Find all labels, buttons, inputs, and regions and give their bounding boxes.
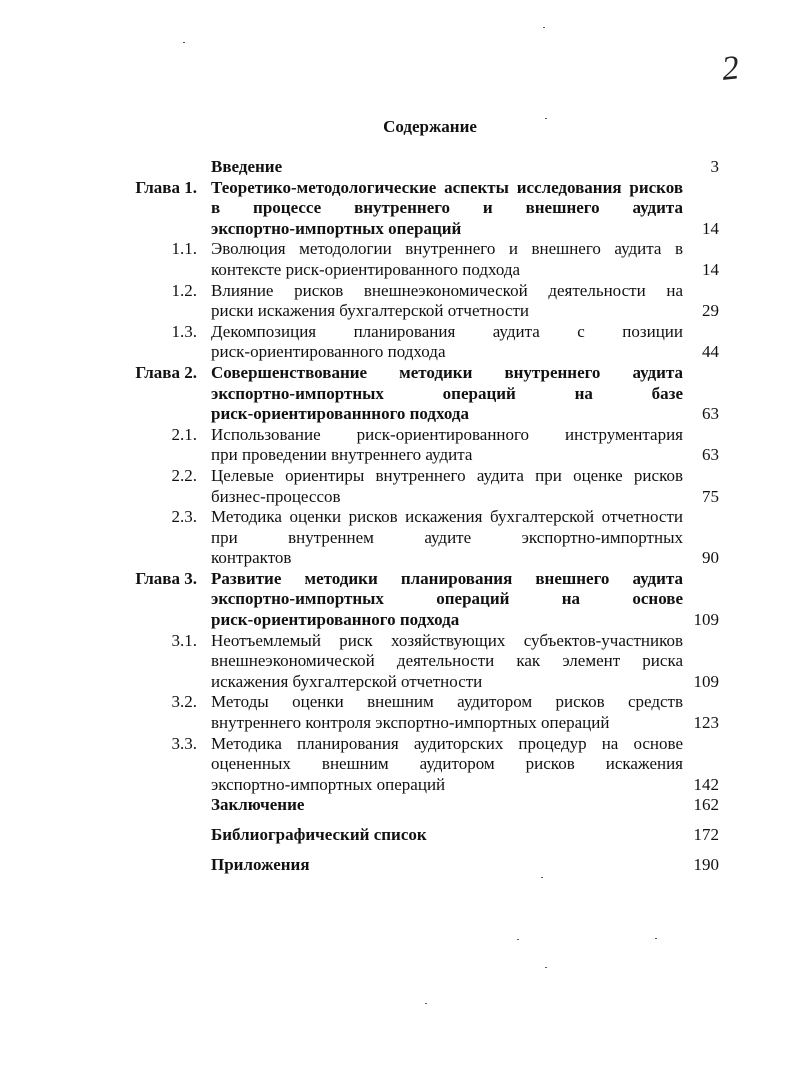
toc-entry-page: 123 [693, 713, 719, 733]
toc-entry-title: Методика оценки рисков искажения бухгалтерской отчетности при внутреннем аудите экспортно-импортных контрактов [211, 507, 683, 568]
toc-entry-page: 162 [693, 795, 719, 815]
toc-entry-number: Глава 1. [135, 177, 197, 197]
toc-entry-title: Влияние рисков внешнеэкономической деятельности на риски искажения бухгалтерской отчетности [211, 280, 683, 321]
toc-entry-title: Теоретико-методологические аспекты исследования рисков в процессе внутреннего и внешнего аудита экспортно-импортных операций [211, 177, 683, 238]
toc-entry-page: 63 [702, 445, 719, 465]
toc-entry-chapter-2 [0, 363, 799, 425]
toc-entry-number: 1.1. [171, 239, 197, 259]
toc-entry-number: 3.2. [171, 692, 197, 712]
toc-entry-page: 14 [702, 259, 719, 279]
toc-entry-section-1-3 [0, 322, 799, 363]
toc-entry-appendices [0, 855, 799, 876]
toc-entry-title: Приложения [211, 854, 310, 874]
page-title: Содержание [383, 117, 477, 136]
toc-entry-page: 75 [702, 486, 719, 506]
handwritten-page-number: 2 [720, 49, 741, 88]
toc-entry-title: Развитие методики планирования внешнего аудита экспортно-импортных операций на основе риск-ориентированного подхода [211, 568, 683, 630]
toc-entry-section-2-1 [0, 425, 799, 466]
toc-entry-page: 109 [693, 610, 719, 630]
toc-entry-number: 3.1. [171, 630, 197, 650]
scan-speck [517, 939, 519, 940]
toc-entry-title: Заключение [211, 795, 305, 815]
toc-entry-number: Глава 3. [135, 568, 197, 588]
toc-entry-conclusion [0, 795, 799, 816]
toc-entry-title: Неотъемлемый риск хозяйствующих субъектов-участников внешнеэкономической деятельности как элемент риска искажения бухгалтерской отчетности [211, 630, 683, 691]
toc-entry-title: Декомпозиция планирования аудита с позиции риск-ориентированного подхода [211, 321, 683, 362]
toc-entry-section-3-3 [0, 734, 799, 796]
toc-entry-section-1-1 [0, 239, 799, 280]
toc-entry-introduction [0, 157, 799, 178]
toc-entry-number: Глава 2. [135, 362, 197, 382]
toc-entry-page: 44 [702, 342, 719, 362]
toc-entry-page: 29 [702, 301, 719, 321]
toc-entry-page: 14 [702, 218, 719, 238]
toc-entry-title: Введение [211, 157, 283, 176]
toc-entry-section-2-3 [0, 507, 799, 569]
toc-entry-page: 3 [710, 157, 719, 176]
scan-speck [655, 938, 657, 939]
scan-speck [425, 1003, 427, 1004]
toc-entry-number: 2.3. [171, 507, 197, 527]
toc-entry-section-3-2 [0, 692, 799, 733]
table-of-contents [0, 157, 799, 875]
toc-entry-title: Библиографический список [211, 825, 427, 844]
toc-entry-page: 142 [693, 774, 719, 794]
toc-entry-title: Целевые ориентиры внутреннего аудита при оценке рисков бизнес-процессов [211, 465, 683, 506]
toc-entry-section-3-1 [0, 631, 799, 693]
toc-entry-number: 3.3. [171, 733, 197, 753]
toc-entry-title: Эволюция методологии внутреннего и внешнего аудита в контексте риск-ориентированного подхода [211, 239, 683, 279]
toc-entry-title: Методы оценки внешним аудитором рисков средств внутреннего контроля экспортно-импортных операций [211, 692, 683, 733]
toc-entry-section-1-2 [0, 281, 799, 322]
toc-entry-number: 2.1. [171, 424, 197, 444]
toc-entry-title: Методика планирования аудиторских процедур на основе оцененных внешним аудитором рисков искажения экспортно-импортных операций [211, 733, 683, 794]
toc-entry-number: 1.3. [171, 321, 197, 341]
scan-speck [543, 27, 545, 28]
toc-entry-page: 109 [693, 671, 719, 691]
scan-speck [545, 967, 547, 968]
toc-entry-title: Использование риск-ориентированного инструментария при проведении внутреннего аудита [211, 424, 683, 465]
toc-entry-page: 90 [702, 548, 719, 568]
toc-entry-page: 190 [693, 854, 719, 874]
toc-entry-number: 1.2. [171, 280, 197, 300]
scan-speck [541, 877, 543, 878]
scan-speck [545, 118, 547, 119]
toc-entry-page: 172 [693, 825, 719, 844]
toc-entry-page: 63 [702, 404, 719, 424]
toc-entry-chapter-1 [0, 178, 799, 240]
toc-entry-section-2-2 [0, 466, 799, 507]
toc-entry-number: 2.2. [171, 465, 197, 485]
scan-speck [183, 42, 185, 43]
toc-entry-title: Совершенствование методики внутреннего аудита экспортно-импортных операций на базе риск-ориентированнного подхода [211, 362, 683, 424]
toc-entry-chapter-3 [0, 569, 799, 631]
toc-entry-bibliography [0, 825, 799, 846]
